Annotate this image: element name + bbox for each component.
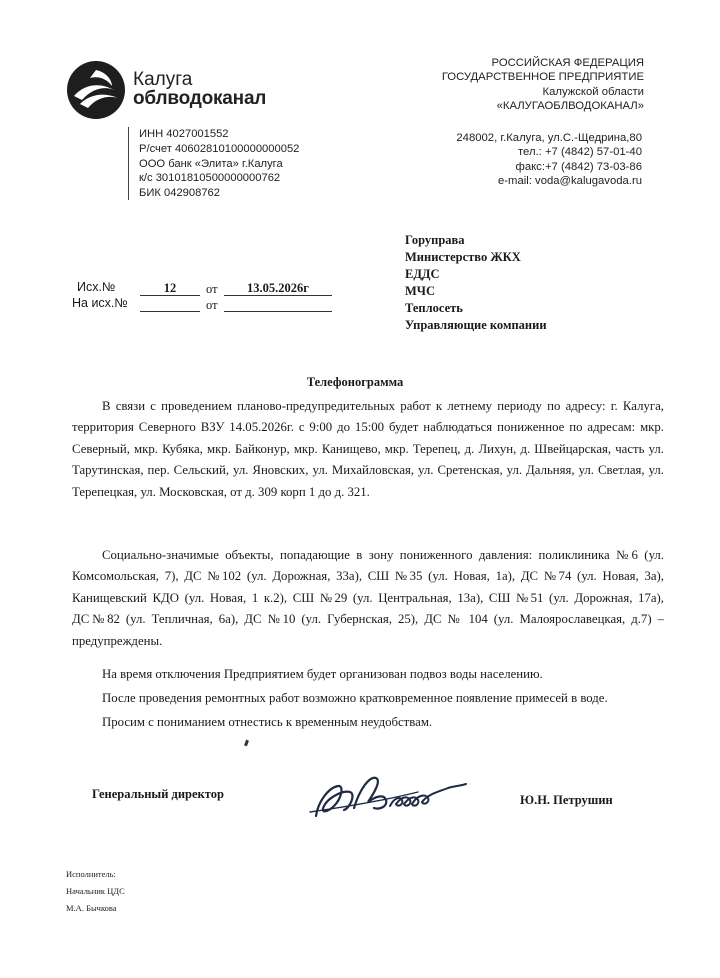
company-logo-icon (66, 60, 126, 120)
incoming-number-label: На исх.№ (72, 296, 128, 310)
executor-label: Исполнитель: (66, 869, 116, 879)
handwritten-signature-icon (298, 768, 478, 823)
org-line: «КАЛУГАОБЛВОДОКАНАЛ» (496, 100, 644, 113)
body-paragraph-3: На время отключения Предприятием будет организован подвоз воды населению. (102, 667, 543, 681)
recipients-list (405, 232, 547, 334)
recipient: Горуправа (405, 233, 465, 247)
org-email: e-mail: voda@kalugavoda.ru (498, 175, 642, 188)
ink-mark (244, 740, 249, 747)
org-fax: факс:+7 (4842) 73-03-86 (515, 160, 642, 173)
executor-position: Начальник ЦДС (66, 886, 125, 896)
incoming-date-value (224, 297, 332, 312)
org-phone: тел.: +7 (4842) 57-01-40 (518, 146, 642, 159)
bank-inn: ИНН 4027001552 (139, 128, 229, 140)
executor-block (66, 866, 125, 917)
logo-line-2: облводоканал (133, 88, 267, 109)
bank-details-divider (128, 127, 129, 200)
recipient: ЕДДС (405, 267, 440, 281)
signatory-position: Генеральный директор (92, 787, 224, 801)
org-address: 248002, г.Калуга, ул.С.-Щедрина,80 (456, 132, 642, 144)
incoming-date-label: от (206, 298, 218, 312)
executor-name: М.А. Бычкова (66, 903, 117, 913)
incoming-number-value (140, 297, 200, 312)
body-paragraph-2: Социально-значимые объекты, попадающие в зону пониженного давления: поликлиника №6 (ул. Комсомольская, 7), ДС №102 (ул. Дорожная, 33а), СШ №35 (ул. Новая, 1а), ДС №74 (ул. Новая, 3а), Канищевский КДО (ул. Новая, 1 к.2), СШ №29 (ул. Центральная, 13а), СШ №51 (ул. Дорожная, 17а), ДС№82 (ул. Тепличная, 6а), ДС №10 (ул. Губернская, 25), ДС № 104 (ул. Малоярославецкая, д.7) – предупреждены. (72, 548, 664, 648)
outgoing-date-value: 13.05.2026г (224, 281, 332, 296)
organization-header (442, 56, 644, 114)
signatory-name: Ю.Н. Петрушин (520, 793, 613, 807)
recipient: Теплосеть (405, 301, 463, 315)
recipient: МЧС (405, 284, 435, 298)
body-paragraph-4: После проведения ремонтных работ возможно кратковременное появление примесей в воде. (102, 691, 608, 705)
body-paragraph-5: Просим с пониманием отнестись к временным неудобствам. (102, 715, 433, 729)
document-title: Телефонограмма (306, 375, 404, 389)
organization-contacts (456, 131, 642, 189)
recipient: Управляющие компании (405, 318, 547, 332)
outgoing-date-label: от (206, 282, 218, 296)
body-paragraph-1: В связи с проведением планово-предупредительных работ к летнему периоду по адресу: г. Калуга, территория Северного ВЗУ 14.05.2026г. с 9:00 до 15:00 будет наблюдаться пониженное по адресам: мкр. Северный, мкр. Кубяка, мкр. Байконур, мкр. Канищево, мкр. Терепец, д. Лихун, д. Швейцарская, часть ул. Тарутинская, пер. Сельский, ул. Яновских, ул. Михайловская, ул. Сретенская, ул. Дальняя, ул. Светлая, ул. Терепецкая, ул. Московская, от д. 309 корп 1 до д. 321. (72, 399, 664, 499)
bank-details (139, 127, 299, 201)
org-line: ГОСУДАРСТВЕННОЕ ПРЕДПРИЯТИЕ (441, 71, 644, 84)
bank-account: Р/счет 40602810100000000052 (139, 142, 300, 155)
bank-corr-account: к/с 30101810500000000762 (139, 172, 281, 185)
logo-line-1: Калуга (133, 69, 193, 90)
org-line: РОССИЙСКАЯ ФЕДЕРАЦИЯ (491, 57, 644, 69)
bank-name: ООО банк «Элита» г.Калуга (139, 157, 283, 170)
recipient: Министерство ЖКХ (405, 250, 521, 264)
company-logo-text (133, 70, 266, 108)
bank-bik: БИК 042908762 (139, 187, 221, 200)
org-line: Калужской области (542, 85, 644, 98)
outgoing-number-value: 12 (140, 281, 200, 296)
outgoing-number-label: Исх.№ (77, 280, 116, 294)
